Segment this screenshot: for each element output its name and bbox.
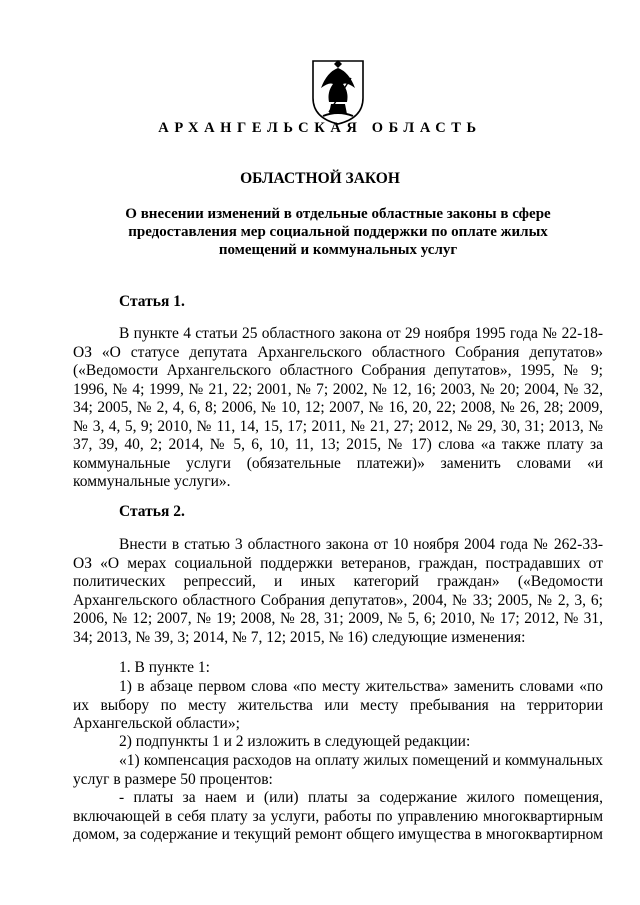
coat-of-arms-icon xyxy=(309,58,367,126)
article-2-item-1-2: 2) подпункты 1 и 2 изложить в следующей редакции: xyxy=(119,733,471,750)
article-2-heading: Статья 2. xyxy=(119,503,185,520)
article-2-item-1: 1. В пункте 1: xyxy=(119,659,210,676)
article-2-item-1-2a: «1) компенсация расходов на оплату жилых помещений и коммунальных услуг в размере 50 процентов: xyxy=(73,752,603,788)
region-title: АРХАНГЕЛЬСКАЯ ОБЛАСТЬ xyxy=(158,120,482,136)
article-2-item-1-2b: - платы за наем и (или) платы за содержание жилого помещения, включающей в себя плату за услуги, работы по управлению многоквартирным домом, за содержание и текущий ремонт общего имущества в многоквартирном xyxy=(73,789,603,843)
article-1-heading: Статья 1. xyxy=(119,293,185,310)
article-2-item-1-1: 1) в абзаце первом слова «по месту жительства» заменить словами «по их выбору по месту жительства или месту пребывания на территории Архангельской области»; xyxy=(73,678,603,732)
article-1-text: В пункте 4 статьи 25 областного закона от 29 ноября 1995 года № 22-18-ОЗ «О статусе депутата Архангельского областного Собрания депутатов» («Ведомости Архангельского областного Собрания депутатов», 1995, № 9; 1996, № 4; 1999, № 21, 22; 2001, № 7; 2002, № 12, 16; 2003, № 20; 2004, № 32, 34; 2005, № 2, 4, 6, 8; 2006, № 10, 12; 2007, № 16, 20, 22; 2008, № 26, 28; 2009, № 3, 4, 5, 9; 2010, № 11, 14, 15, 17; 2011, № 21, 27; 2012, № 29, 30, 31; 2013, № 37, 39, 40, 2; 2014, № 5, 6, 10, 11, 13; 2015, № 17) слова «а также плату за коммунальные услуги (обязательные платежи)» заменить словами «и коммунальные услуги». xyxy=(73,325,603,490)
law-subtitle: О внесении изменений в отдельные областные законы в сфере предоставления мер социальной поддержки по оплате жилых помещений и коммунальных услуг xyxy=(125,206,551,258)
law-title: ОБЛАСТНОЙ ЗАКОН xyxy=(240,170,400,187)
article-2-intro: Внести в статью 3 областного закона от 10 ноября 2004 года № 262-33-ОЗ «О мерах социальной поддержки ветеранов, граждан, пострадавших от политических репрессий, и иных категорий граждан» («Ведомости Архангельского областного Собрания депутатов», 2004, № 33; 2005, № 2, 3, 6; 2006, № 12; 2007, № 19; 2008, № 28, 31; 2009, № 5, 6; 2010, № 17; 2012, № 31, 34; 2013, № 39, 3; 2014, № 7, 12; 2015, № 16) следующие изменения: xyxy=(73,536,603,646)
